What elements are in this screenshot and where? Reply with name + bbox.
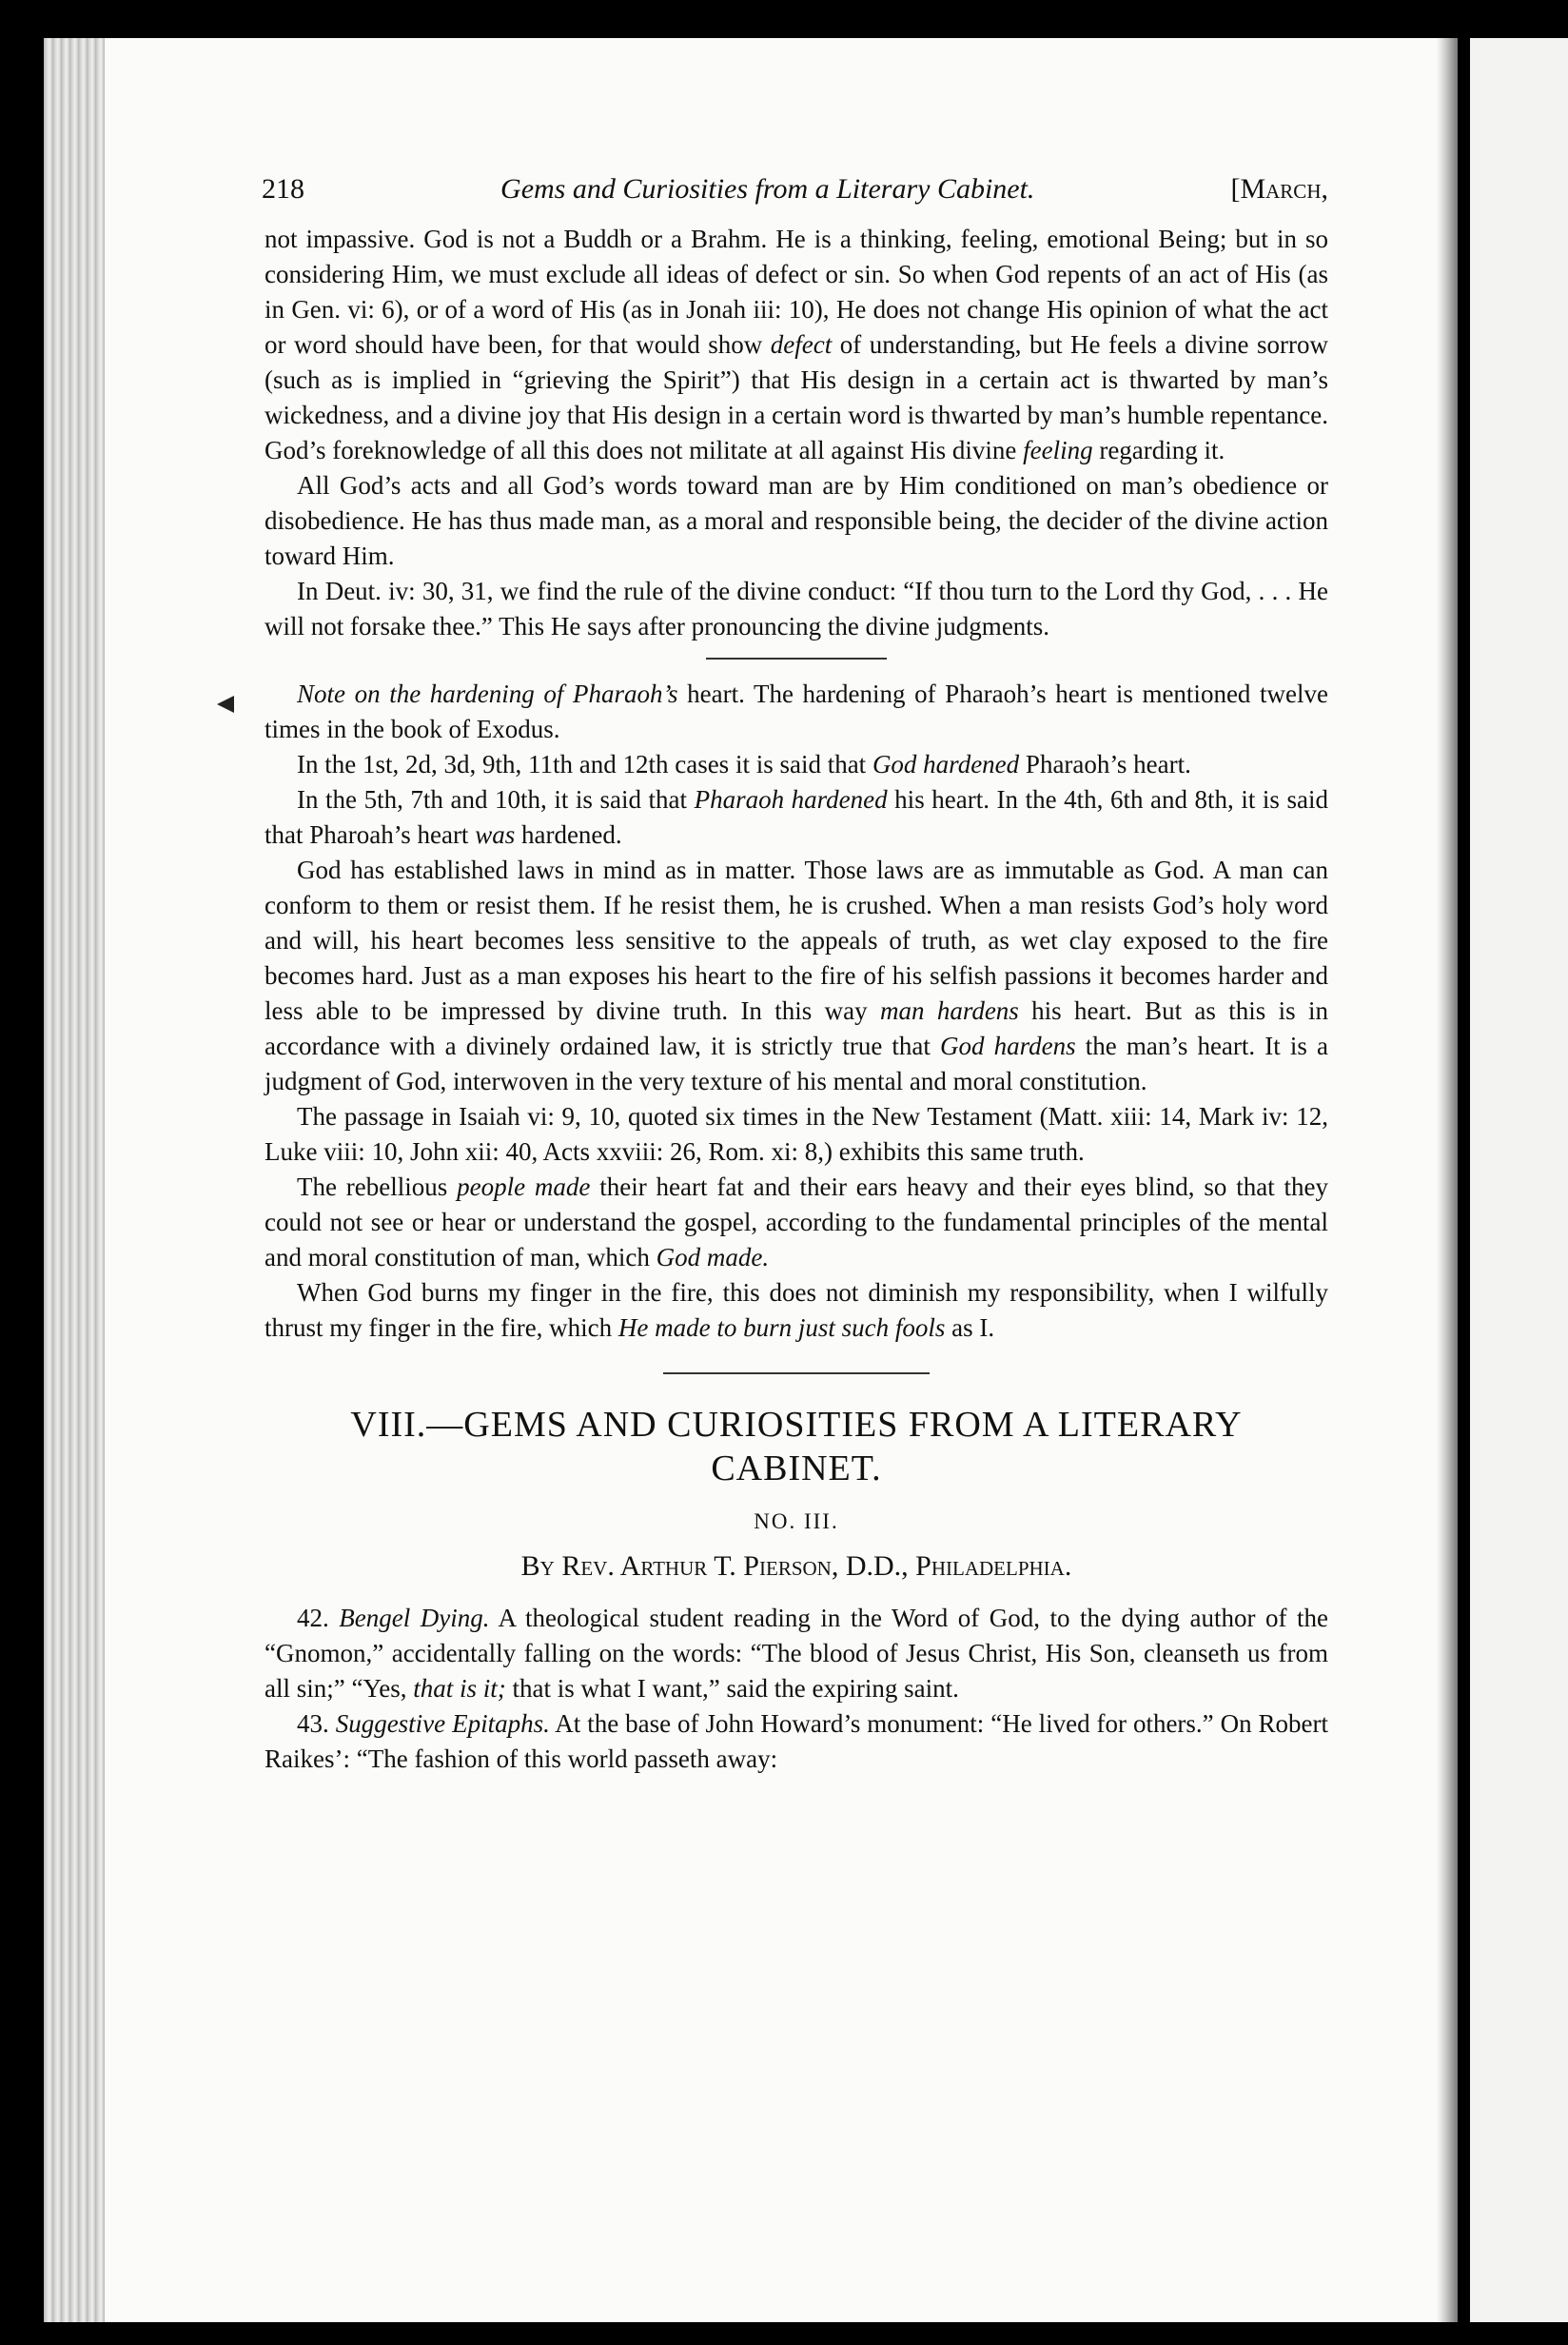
running-head xyxy=(262,171,1328,207)
paragraph-1: not impassive. God is not a Buddh or a Brahm. He is a thinking, feeling, emotional Being; but in so considering Him, we must exclude all ideas of defect or sin. So when God repents of an act of His (as in Gen. vi: 6), or of a word of His (as in Jonah iii: 10), He does not change His opinion of what the act or word should have been, for that would show defect of understanding, but He feels a divine sorrow (such as is implied in “grieving the Spirit”) that His design in a certain act is thwarted by man’s wickedness, and a divine joy that His design in a certain word is thwarted by man’s humble repentance. God’s foreknowledge of all this does not militate at all against His divine feeling regarding it. xyxy=(265,225,1329,464)
divider xyxy=(706,658,887,660)
note-paragraph-5: The passage in Isaiah vi: 9, 10, quoted six times in the New Testament (Matt. xiii: 14, Mark iv: 12, Luke viii: 10, John xii: 40, Acts xxviii: 26, Rom. xi: 8,) exhibits this same truth. xyxy=(265,1102,1328,1166)
author-byline: By Rev. Arthur T. Pierson, D.D., Philadelphia. xyxy=(520,1550,1072,1582)
page-edge-stack xyxy=(44,38,105,2322)
section-number: NO. III. xyxy=(754,1509,839,1533)
paragraph-2: All God’s acts and all God’s words toward man are by Him conditioned on man’s obedience or disobedience. He has thus made man, as a moral and responsible being, the decider of the divine action toward Him. xyxy=(265,471,1328,570)
running-date: [March, xyxy=(1230,173,1328,205)
running-title: Gems and Curiosities from a Literary Cabinet. xyxy=(500,173,1035,205)
section-title: VIII.—GEMS AND CURIOSITIES FROM A LITERARY CABINET. xyxy=(350,1405,1243,1488)
note-paragraph-1: Note on the hardening of Pharaoh’s heart. The hardening of Pharaoh’s heart is mentioned twelve times in the book of Exodus. xyxy=(265,680,1328,743)
entry-42: 42. Bengel Dying. A theological student reading in the Word of God, to the dying author of the “Gnomon,” accidentally falling on the words: “The blood of Jesus Christ, His Son, cleanseth us from all sin;” “Yes, that is it; that is what I want,” said the expiring saint. xyxy=(265,1604,1328,1703)
entry-43: 43. Suggestive Epitaphs. At the base of John Howard’s monument: “He lived for others.” On Robert Raikes’: “The fashion of this world passeth away: xyxy=(265,1709,1329,1773)
note-paragraph-2: In the 1st, 2d, 3d, 9th, 11th and 12th cases it is said that God hardened Pharaoh’s heart. xyxy=(297,750,1191,778)
page-fold-shadow xyxy=(1437,38,1458,2322)
note-paragraph-7: When God burns my finger in the fire, this does not diminish my responsibility, when I wilfully thrust my finger in the fire, which He made to burn just such fools as I. xyxy=(265,1278,1328,1342)
page-number: 218 xyxy=(262,173,304,205)
note-paragraph-6: The rebellious people made their heart fat and their ears heavy and their eyes blind, so that they could not see or hear or understand the gospel, according to the fundamental principles of the mental and moral constitution of man, which God made. xyxy=(265,1172,1329,1271)
margin-pointer-icon xyxy=(217,696,234,713)
adjacent-page-edge xyxy=(1470,38,1568,2322)
section-divider xyxy=(663,1372,930,1374)
note-paragraph-3: In the 5th, 7th and 10th, it is said that Pharaoh hardened his heart. In the 4th, 6th and 8th, it is said that Pharoah’s heart was hardened. xyxy=(265,785,1328,849)
note-paragraph-4: God has established laws in mind as in matter. Those laws are as immutable as God. A man can conform to them or resist them. If he resist them, he is crushed. When a man resists God’s holy word and will, his heart becomes less sensitive to the appeals of truth, as wet clay exposed to the fire becomes hard. Just as a man exposes his heart to the fire of his selfish passions it becomes harder and less able to be impressed by divine truth. In this way man hardens his heart. But as this is in accordance with a divinely ordained law, it is strictly true that God hardens the man’s heart. It is a judgment of God, interwoven in the very texture of his mental and moral constitution. xyxy=(265,856,1328,1095)
page-text xyxy=(262,171,1329,1777)
paragraph-3: In Deut. iv: 30, 31, we find the rule of the divine conduct: “If thou turn to the Lord thy God, . . . He will not forsake thee.” This He says after pronouncing the divine judgments. xyxy=(265,577,1328,640)
